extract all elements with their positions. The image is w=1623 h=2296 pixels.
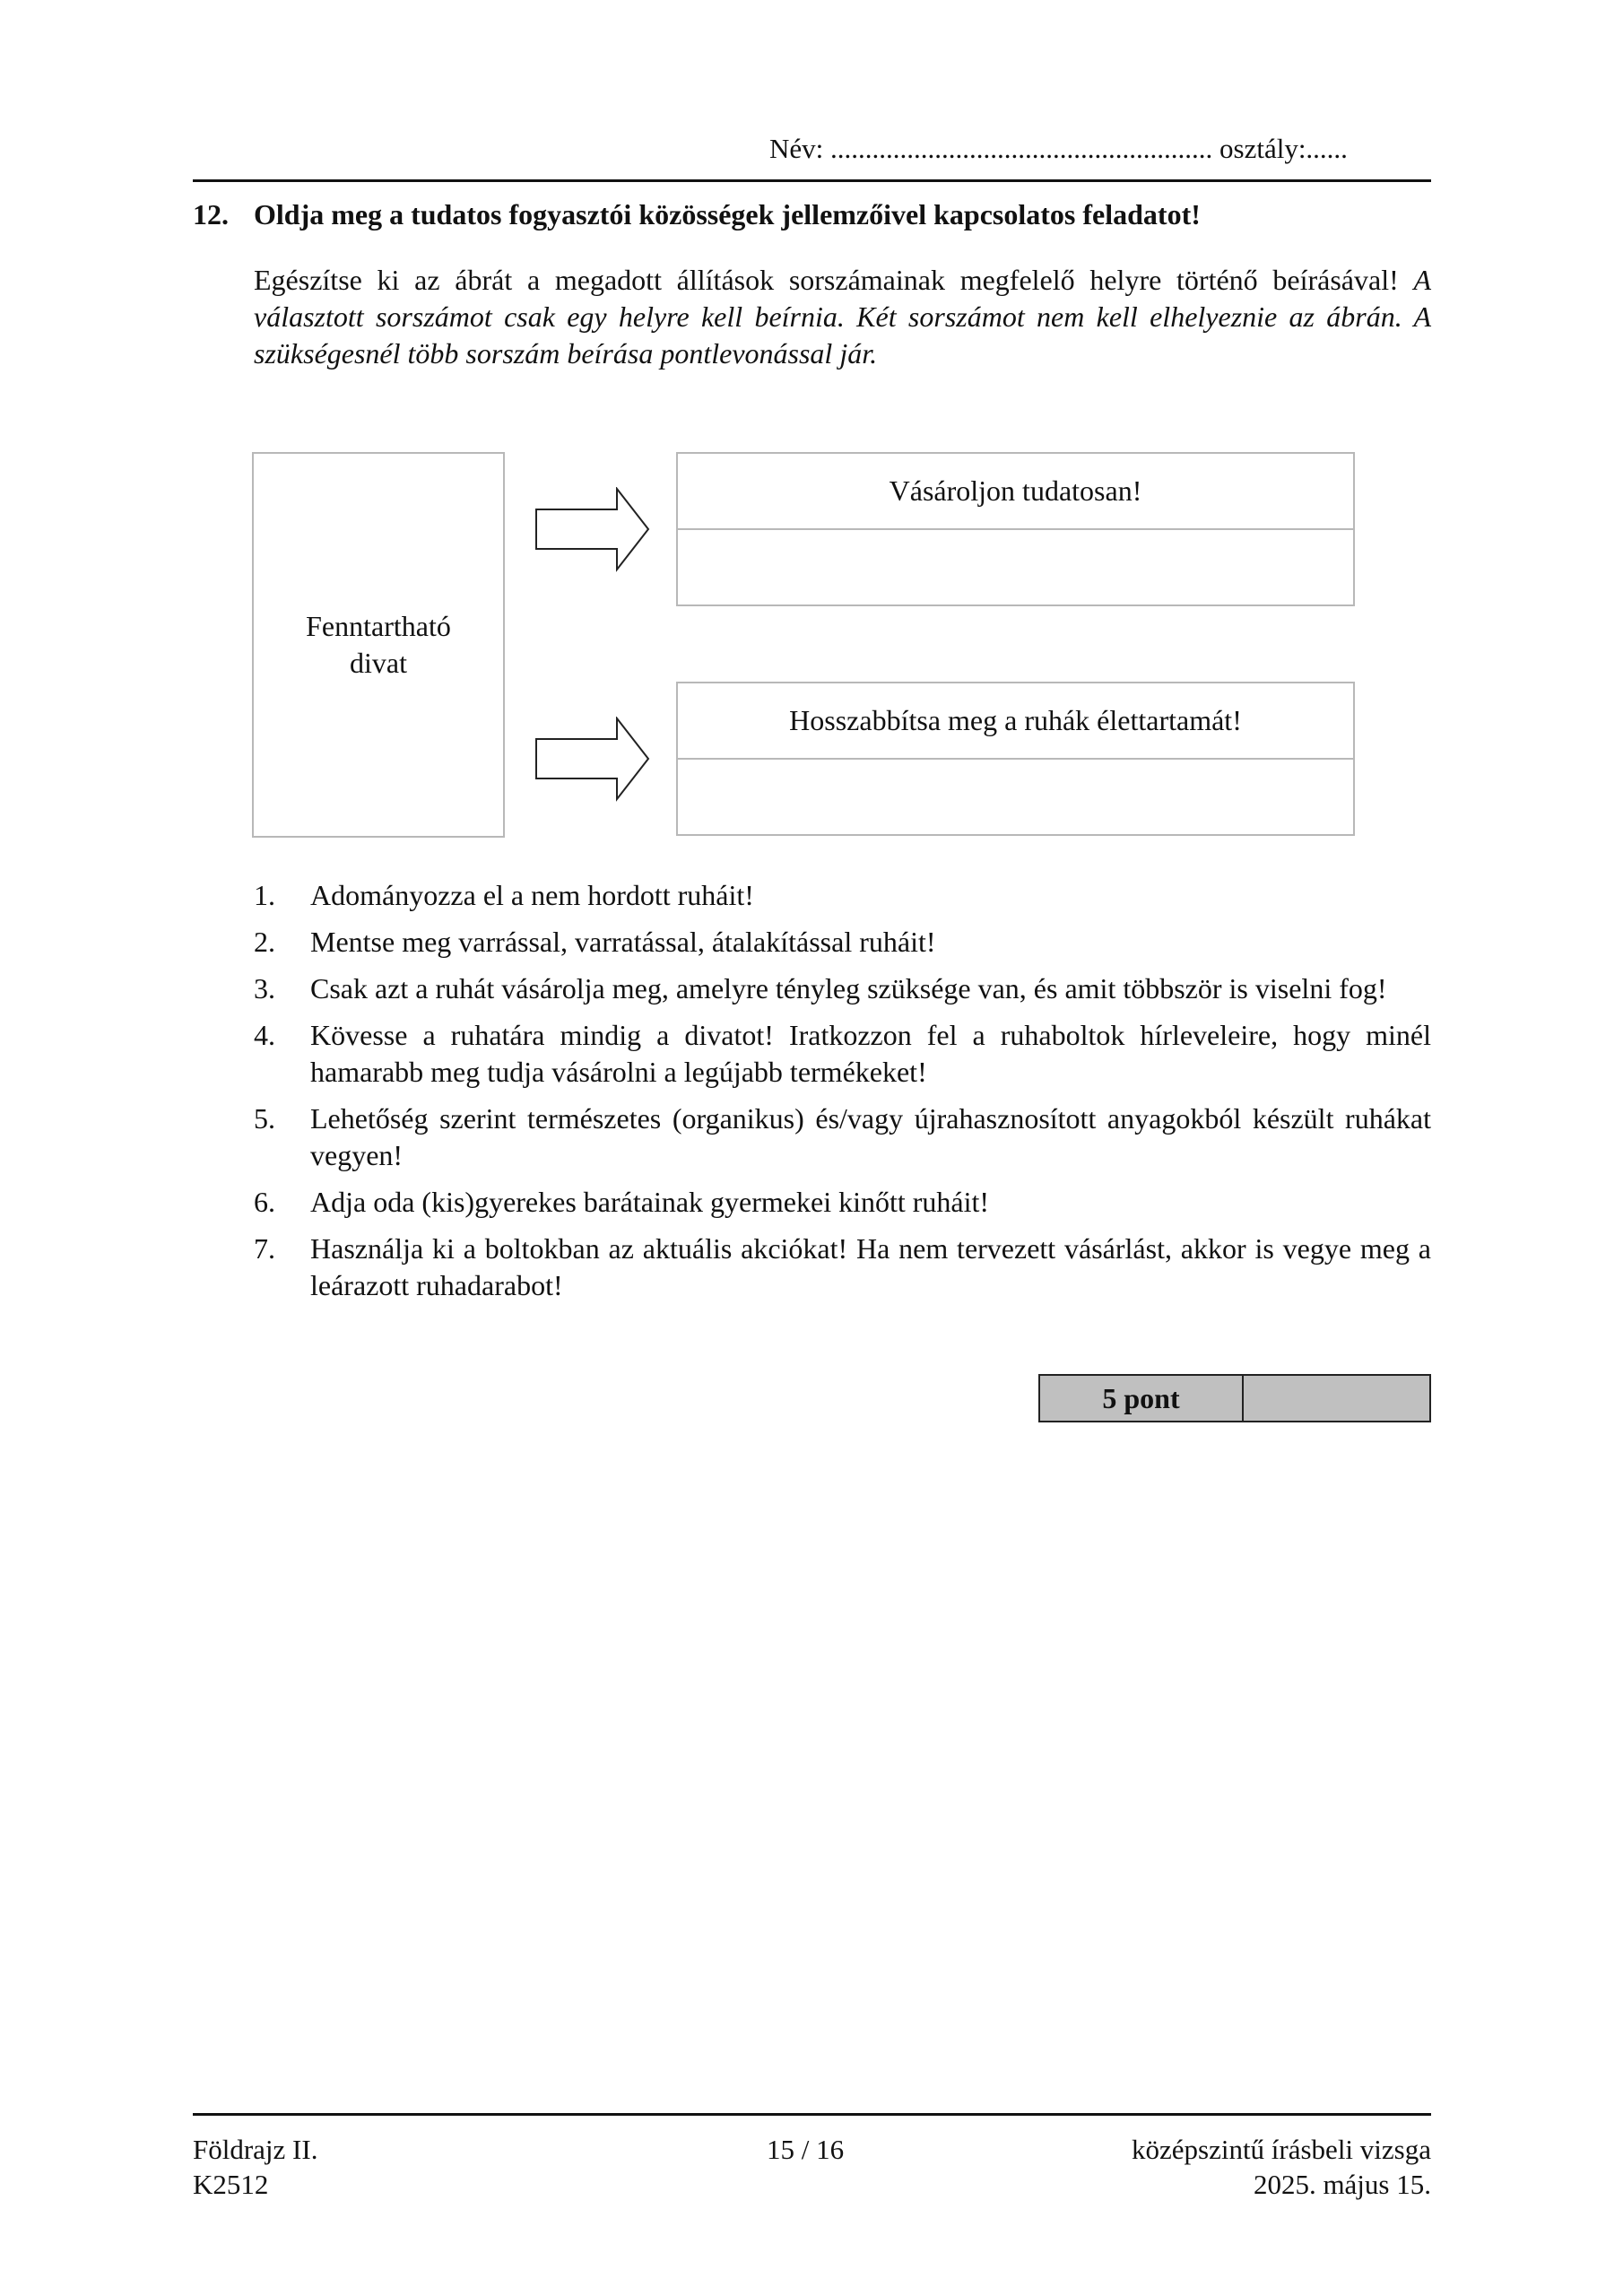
item-text: Csak azt a ruhát vásárolja meg, amelyre tényleg szüksége van, és amit többször is viselni fog! — [310, 972, 1387, 1004]
arrow-right-icon — [534, 487, 651, 572]
center-label-line2: divat — [350, 647, 407, 679]
list-item — [254, 1017, 1431, 1091]
statement-list — [254, 877, 1431, 1314]
branch-box-extend-lifetime — [676, 682, 1355, 836]
item-number: 6. — [254, 1186, 275, 1218]
list-item — [254, 1184, 1431, 1221]
footer-right — [1132, 2132, 1431, 2202]
list-item — [254, 924, 1431, 961]
list-item — [254, 877, 1431, 914]
footer-page-number: 15 / 16 — [767, 2134, 845, 2165]
instructions-italic-text: A választott sorszámot csak egy helyre kell beírnia. Két sorszámot nem kell elhelyeznie az ábrán. A szükségesnél több sorszám beírása pontlevonással jár. — [254, 264, 1431, 370]
item-text: Lehetőség szerint természetes (organikus) és/vagy újrahasznosított anyagokból készült ruhákat vegyen! — [310, 1102, 1431, 1171]
item-number: 7. — [254, 1232, 275, 1265]
item-number: 2. — [254, 926, 275, 958]
item-text: Adja oda (kis)gyerekes barátainak gyermekei kinőtt ruháit! — [310, 1186, 990, 1218]
score-value-field[interactable] — [1244, 1376, 1429, 1421]
list-item — [254, 970, 1431, 1007]
score-label: 5 pont — [1040, 1376, 1244, 1421]
footer-subject: Földrajz II. — [193, 2134, 318, 2165]
arrow-right-icon — [534, 717, 651, 802]
item-text: Kövesse a ruhatára mindig a divatot! Iratkozzon fel a ruhaboltok hírleveleire, hogy minél hamarabb meg tudja vásárolni a legújabb termékeket! — [310, 1019, 1431, 1088]
answer-field[interactable] — [678, 760, 1353, 834]
branch-heading: Hosszabbítsa meg a ruhák élettartamát! — [678, 683, 1353, 760]
item-text: Adományozza el a nem hordott ruháit! — [310, 879, 754, 911]
item-number: 4. — [254, 1019, 275, 1051]
list-item — [254, 1100, 1431, 1174]
branch-box-shop-consciously — [676, 452, 1355, 606]
footer-exam-type: középszintű írásbeli vizsga — [1131, 2134, 1431, 2165]
instructions-text: Egészítse ki az ábrát a megadott állítások sorszámainak megfelelő helyre történő beírásával! — [254, 264, 1414, 296]
item-number: 3. — [254, 972, 275, 1004]
list-item — [254, 1231, 1431, 1304]
score-box — [1038, 1374, 1431, 1422]
footer-code: K2512 — [193, 2169, 269, 2200]
item-number: 1. — [254, 879, 275, 911]
class-field[interactable]: osztály:...... — [1219, 133, 1348, 164]
item-text: Mentse meg varrással, varratással, átalakítással ruháit! — [310, 926, 936, 958]
item-number: 5. — [254, 1102, 275, 1135]
student-header — [769, 131, 1433, 167]
question-title — [193, 196, 1201, 233]
question-title-text: Oldja meg a tudatos fogyasztói közösségek jellemzőivel kapcsolatos feladatot! — [254, 198, 1201, 230]
branch-heading: Vásároljon tudatosan! — [678, 454, 1353, 530]
footer-rule — [193, 2113, 1431, 2116]
footer-date: 2025. május 15. — [1253, 2169, 1431, 2200]
instructions — [254, 262, 1431, 372]
center-label-line1: Fenntartható — [306, 610, 451, 642]
footer-left — [193, 2132, 317, 2202]
name-field[interactable]: Név: ....................................................... — [769, 133, 1213, 164]
answer-field[interactable] — [678, 530, 1353, 604]
header-rule — [193, 179, 1431, 182]
item-text: Használja ki a boltokban az aktuális akciókat! Ha nem tervezett vásárlást, akkor is vegye meg a leárazott ruhadarabot! — [310, 1232, 1431, 1301]
question-number: 12. — [193, 198, 229, 230]
diagram-center-box — [252, 452, 505, 838]
